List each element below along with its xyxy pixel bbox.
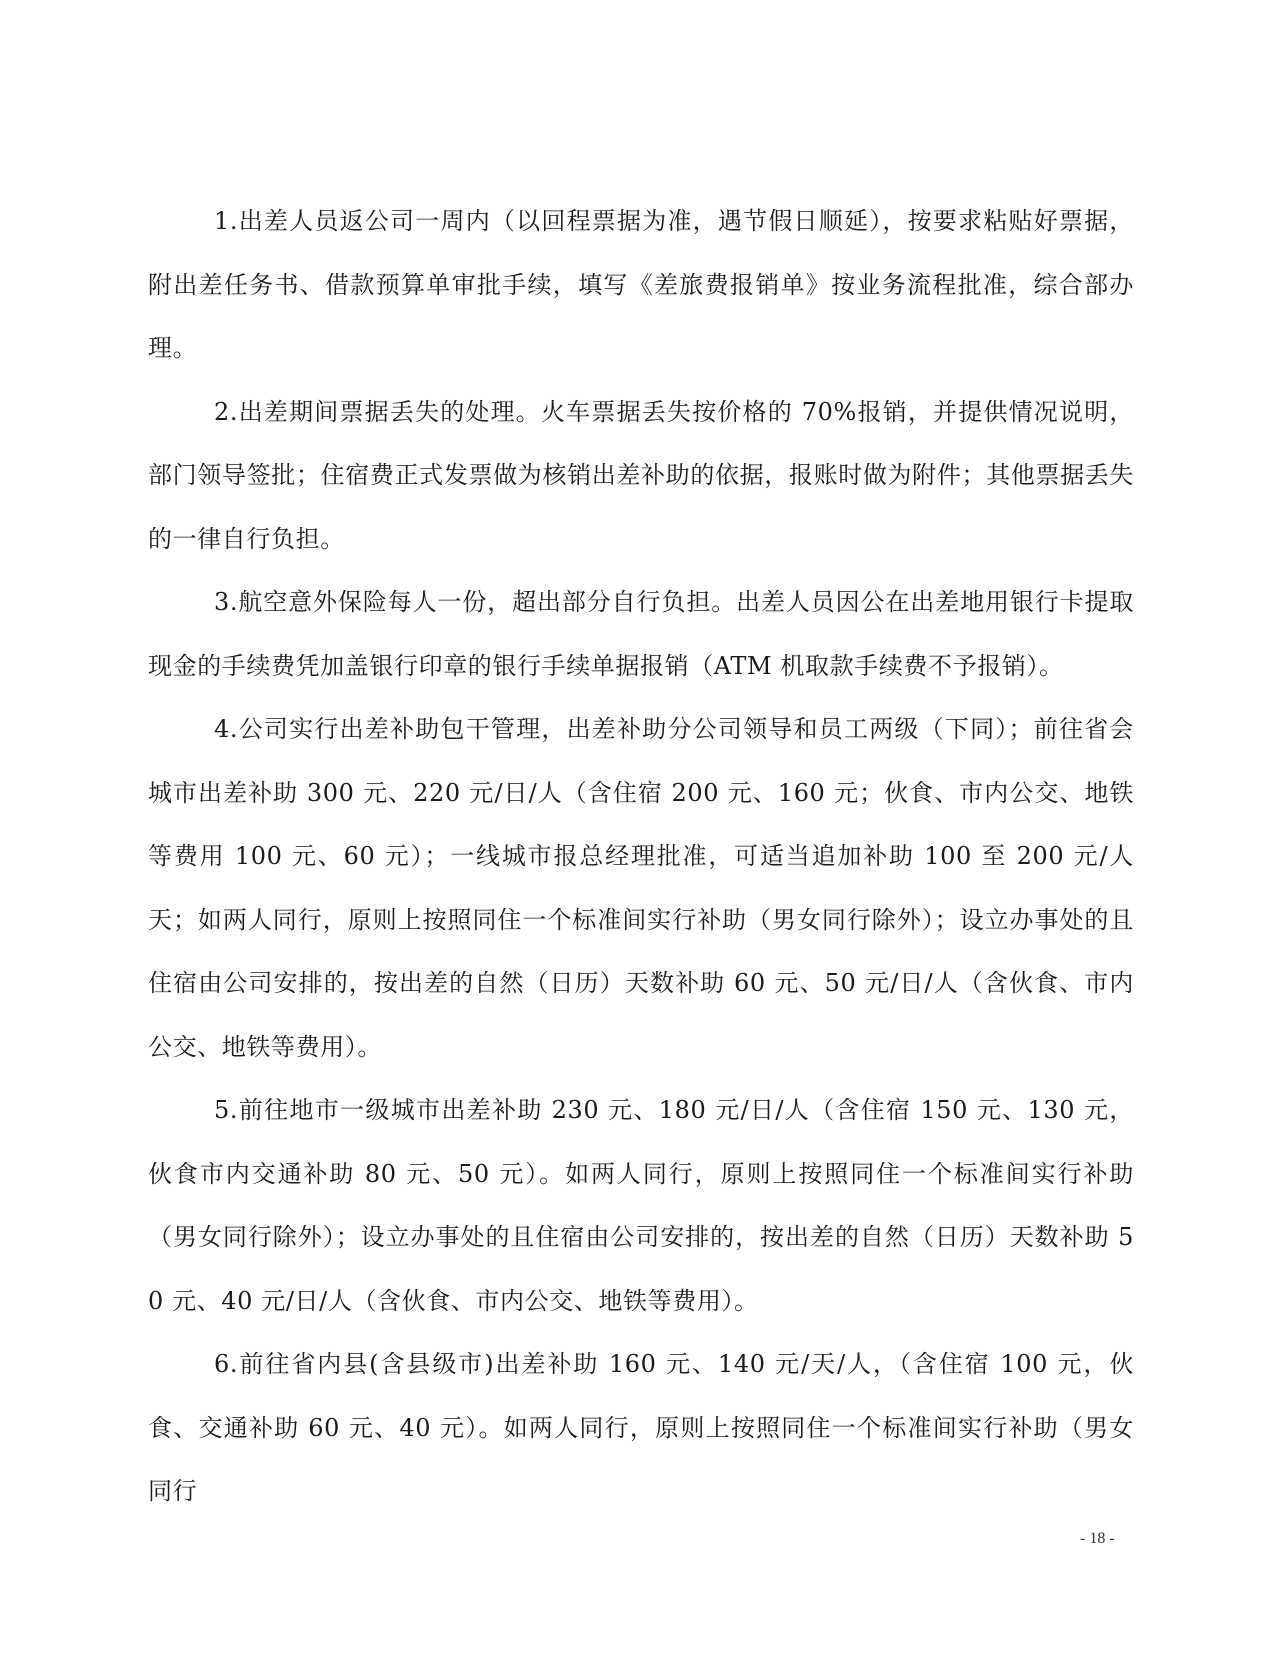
page-number: - 18 - [1080,1530,1115,1547]
paragraph-1: 1.出差人员返公司一周内（以回程票据为准，遇节假日顺延），按要求粘贴好票据，附出差任务书、借款预算单审批手续，填写《差旅费报销单》按业务流程批准，综合部办理。 [148,207,1134,362]
paragraph-3: 3.航空意外保险每人一份，超出部分自行负担。出差人员因公在出差地用银行卡提取现金的手续费凭加盖银行印章的银行手续单据报销（ATM 机取款手续费不予报销）。 [148,588,1134,680]
paragraph-2: 2.出差期间票据丢失的处理。火车票据丢失按价格的 70%报销，并提供情况说明，部门领导签批；住宿费正式发票做为核销出差补助的依据，报账时做为附件；其他票据丢失的一律自行负担。 [148,397,1134,553]
paragraph-5: 5.前往地市一级城市出差补助 230 元、180 元/日/人（含住宿 150 元、130 元，伙食市内交通补助 80 元、50 元）。如两人同行，原则上按照同住一个标准间实行补助（男女同行除外）；设立办事处的且住宿由公司安排的，按出差的自然（日历）天数补助 50 元、40 元/日/人（含伙食、市内公交、地铁等费用）。 [148,1096,1134,1315]
paragraph-6: 6.前往省内县(含县级市)出差补助 160 元、140 元/天/人，（含住宿 100 元，伙食、交通补助 60 元、40 元）。如两人同行，原则上按照同住一个标准间实行补助（男女同行 [148,1350,1134,1505]
paragraph-4: 4.公司实行出差补助包干管理，出差补助分公司领导和员工两级（下同）；前往省会城市出差补助 300 元、220 元/日/人（含住宿 200 元、160 元；伙食、市内公交、地铁等费用 100 元、60 元）；一线城市报总经理批准，可适当追加补助 100 至 200 元/人天；如两人同行，原则上按照同住一个标准间实行补助（男女同行除外）；设立办事处的且住宿由公司安排的，按出差的自然（日历）天数补助 60 元、50 元/日/人（含伙食、市内公交、地铁等费用）。 [148,715,1134,1061]
document-body [148,190,1134,1524]
